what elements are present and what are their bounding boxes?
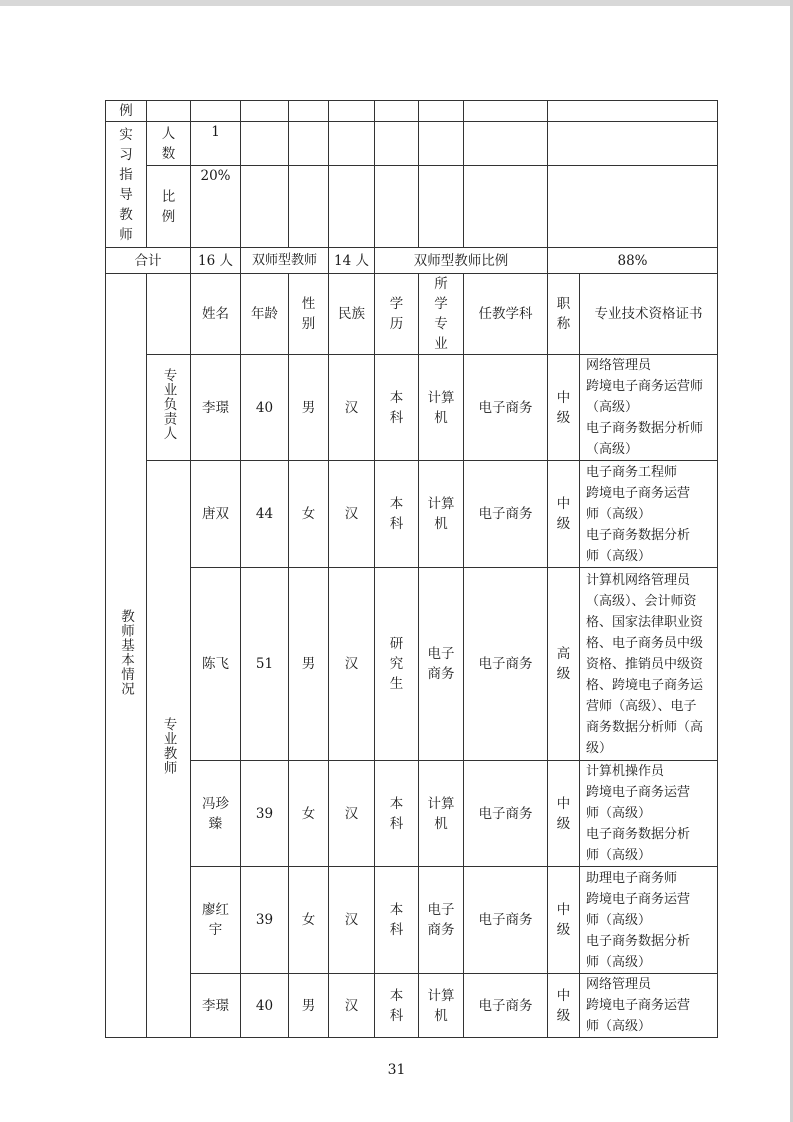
teacher-gender: 女 [289, 761, 329, 867]
dual-ratio-value: 88% [548, 248, 718, 274]
teacher-gender: 男 [289, 974, 329, 1038]
teacher-certs: 助理电子商务师 跨境电子商务运营 师（高级） 电子商务数据分析 师（高级） [580, 867, 718, 974]
teacher-gender: 女 [289, 461, 329, 568]
teacher-name: 陈飞 [191, 568, 241, 761]
table-row [106, 568, 718, 761]
page-number: 31 [387, 1062, 406, 1078]
intern-supervisor-label: 实 习 指 导 教 师 [106, 122, 147, 248]
section-label: 教师基本情况 [106, 274, 147, 1038]
teacher-subject: 电子商务 [464, 355, 548, 461]
table-row [106, 761, 718, 867]
group-teachers-label: 专业教师 [147, 461, 191, 1038]
teacher-title: 中 级 [548, 974, 580, 1038]
teacher-education: 本 科 [375, 867, 419, 974]
table-row [106, 867, 718, 974]
teacher-education: 本 科 [375, 461, 419, 568]
teacher-gender: 男 [289, 568, 329, 761]
header-major: 所 学 专 业 [419, 274, 464, 355]
header-title: 职 称 [548, 274, 580, 355]
teacher-age: 39 [241, 867, 289, 974]
teacher-subject: 电子商务 [464, 867, 548, 974]
teacher-subject: 电子商务 [464, 461, 548, 568]
teacher-name: 冯珍 臻 [191, 761, 241, 867]
teacher-age: 40 [241, 355, 289, 461]
scan-edge [0, 0, 793, 6]
teacher-major: 电子 商务 [419, 568, 464, 761]
total-label: 合计 [106, 248, 191, 274]
teacher-title: 中 级 [548, 355, 580, 461]
teacher-ethnicity: 汉 [329, 461, 375, 568]
ratio-value: 20% [191, 166, 241, 248]
dual-ratio-label: 双师型教师比例 [375, 248, 548, 274]
teacher-age: 39 [241, 761, 289, 867]
header-name: 姓名 [191, 274, 241, 355]
header-ethnicity: 民族 [329, 274, 375, 355]
teacher-subject: 电子商务 [464, 761, 548, 867]
teacher-education: 本 科 [375, 355, 419, 461]
teacher-title: 中 级 [548, 761, 580, 867]
teacher-education: 研 究 生 [375, 568, 419, 761]
teacher-ethnicity: 汉 [329, 761, 375, 867]
teacher-major: 计算 机 [419, 761, 464, 867]
header-education: 学 历 [375, 274, 419, 355]
teacher-name: 李璟 [191, 974, 241, 1038]
teacher-subject: 电子商务 [464, 974, 548, 1038]
headcount-label: 人 数 [147, 122, 191, 166]
teacher-title: 高 级 [548, 568, 580, 761]
teacher-age: 44 [241, 461, 289, 568]
teacher-subject: 电子商务 [464, 568, 548, 761]
teacher-age: 51 [241, 568, 289, 761]
teacher-certs: 计算机网络管理员 （高级）、会计师资 格、国家法律职业资 格、电子商务员中级 资格、推销员中级资 格、跨境电子商务运 营师（高级）、电子 商务数据分析师（高 级） [580, 568, 718, 761]
teacher-major: 计算 机 [419, 355, 464, 461]
table-row [106, 461, 718, 568]
teacher-education: 本 科 [375, 761, 419, 867]
teacher-major: 电子 商务 [419, 867, 464, 974]
dual-teacher-count: 14 人 [329, 248, 375, 274]
teacher-name: 唐双 [191, 461, 241, 568]
header-certs: 专业技术资格证书 [580, 274, 718, 355]
teacher-certs: 电子商务工程师 跨境电子商务运营 师（高级） 电子商务数据分析 师（高级） [580, 461, 718, 568]
table-row [106, 355, 718, 461]
header-age: 年龄 [241, 274, 289, 355]
li-cell: 例 [106, 101, 147, 122]
teacher-ethnicity: 汉 [329, 355, 375, 461]
teacher-certs: 计算机操作员 跨境电子商务运营 师（高级） 电子商务数据分析 师（高级） [580, 761, 718, 867]
header-subject: 任教学科 [464, 274, 548, 355]
teacher-certs: 网络管理员 跨境电子商务运营 师（高级） [580, 974, 718, 1038]
teacher-certs: 网络管理员 跨境电子商务运营师 （高级） 电子商务数据分析师 （高级） [580, 355, 718, 461]
teacher-education: 本 科 [375, 974, 419, 1038]
ratio-label: 比 例 [147, 166, 191, 248]
teacher-title: 中 级 [548, 461, 580, 568]
group-leader-label: 专业负责人 [147, 355, 191, 461]
teacher-ethnicity: 汉 [329, 974, 375, 1038]
teacher-gender: 女 [289, 867, 329, 974]
dual-teacher-label: 双师型教师 [241, 248, 329, 274]
header-gender: 性 别 [289, 274, 329, 355]
teacher-name: 李璟 [191, 355, 241, 461]
teacher-ethnicity: 汉 [329, 867, 375, 974]
headcount-value: 1 [191, 122, 241, 166]
teacher-title: 中 级 [548, 867, 580, 974]
teacher-gender: 男 [289, 355, 329, 461]
teacher-info-table [105, 100, 718, 1038]
total-value: 16 人 [191, 248, 241, 274]
teacher-ethnicity: 汉 [329, 568, 375, 761]
teacher-major: 计算 机 [419, 461, 464, 568]
teacher-age: 40 [241, 974, 289, 1038]
teacher-major: 计算 机 [419, 974, 464, 1038]
teacher-name: 廖红 宇 [191, 867, 241, 974]
table-row [106, 974, 718, 1038]
